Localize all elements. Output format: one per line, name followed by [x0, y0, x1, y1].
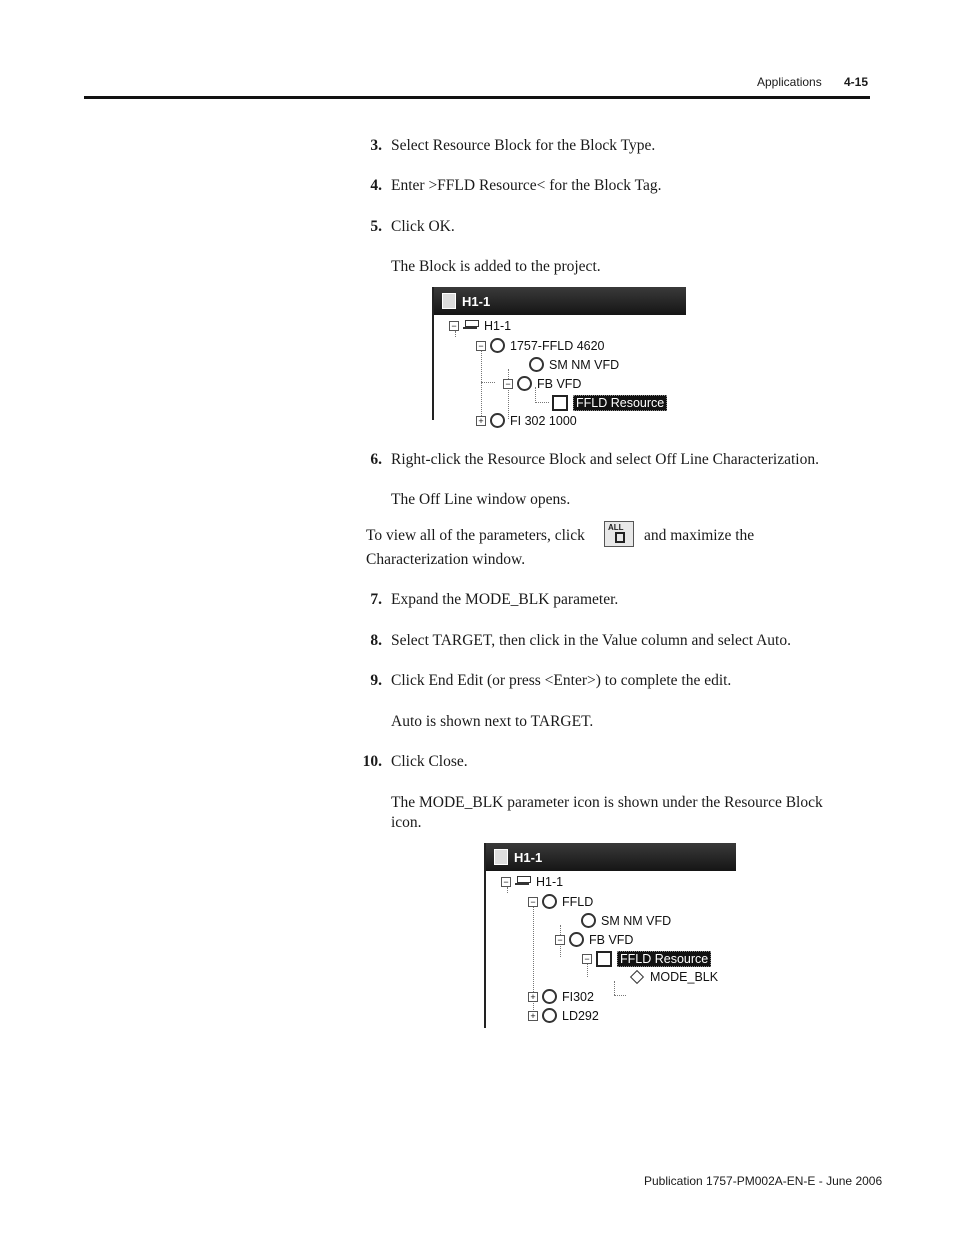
block-icon	[596, 951, 612, 967]
step-number: 9.	[370, 672, 382, 689]
step-text: Select TARGET, then click in the Value column and select Auto.	[391, 632, 791, 649]
expand-icon[interactable]: +	[528, 1011, 538, 1021]
running-header-section: Applications	[757, 75, 822, 89]
page-number: 4-15	[844, 75, 869, 89]
show-all-parameters-button[interactable]	[604, 521, 634, 547]
linking-device-icon	[542, 894, 557, 909]
step-text: Select Resource Block for the Block Type.	[391, 137, 656, 154]
result-note-line1: The MODE_BLK parameter icon is shown under the Resource Block	[391, 794, 823, 811]
device-icon	[517, 376, 532, 391]
device-icon	[569, 932, 584, 947]
network-icon	[463, 320, 479, 332]
device-icon	[542, 1008, 557, 1023]
header-rule	[84, 96, 870, 99]
step-text: Expand the MODE_BLK parameter.	[391, 591, 619, 608]
device-icon	[542, 989, 557, 1004]
tree-node-linking-device[interactable]: − 1757-FFLD 4620	[476, 338, 605, 353]
result-note: The Block is added to the project.	[391, 258, 601, 275]
collapse-icon[interactable]: −	[503, 379, 513, 389]
tree-title-bar	[486, 843, 736, 871]
network-icon	[515, 876, 531, 888]
tree-screenshot-1	[432, 287, 686, 428]
step-number: 10.	[362, 753, 382, 770]
tree-node-device[interactable]: + LD292	[528, 1008, 599, 1023]
step-number: 4.	[370, 177, 382, 194]
tree-node-network[interactable]: − H1-1	[501, 875, 563, 889]
step-number: 6.	[370, 451, 382, 468]
parameter-icon	[630, 970, 644, 984]
collapse-icon[interactable]: −	[476, 341, 486, 351]
tree-title: H1-1	[514, 849, 543, 865]
tree-node-device[interactable]: − FB VFD	[503, 376, 581, 391]
tree-title-bar	[434, 287, 686, 315]
collapse-icon[interactable]: −	[449, 321, 459, 331]
step-text: Click End Edit (or press <Enter>) to complete the edit.	[391, 672, 732, 689]
collapse-icon[interactable]: −	[582, 954, 592, 964]
step-number: 7.	[370, 591, 382, 608]
device-icon	[581, 913, 596, 928]
publication-footer: Publication 1757-PM002A-EN-E - June 2006	[644, 1174, 883, 1188]
step-text: Enter >FFLD Resource< for the Block Tag.	[391, 177, 662, 194]
tree-node-device[interactable]: SM NM VFD	[529, 357, 619, 372]
result-note: Auto is shown next to TARGET.	[391, 713, 594, 730]
document-icon	[442, 293, 456, 309]
document-icon	[494, 849, 508, 865]
linking-device-icon	[490, 338, 505, 353]
tip-text-after: and maximize the	[644, 527, 755, 544]
tree-title: H1-1	[462, 293, 491, 309]
step-number: 5.	[370, 218, 382, 235]
tree-node-resource-block[interactable]: − FFLD Resource	[582, 951, 711, 967]
expand-icon[interactable]: +	[528, 992, 538, 1002]
tree-node-device[interactable]: − FB VFD	[555, 932, 633, 947]
tip-text-line2: Characterization window.	[366, 551, 526, 568]
tree-screenshot-2	[484, 843, 736, 1028]
step-number: 3.	[370, 137, 382, 154]
block-icon	[615, 532, 625, 543]
all-label: ALL	[608, 523, 624, 532]
tree-node-linking-device[interactable]: − FFLD	[528, 894, 593, 909]
device-icon	[529, 357, 544, 372]
device-icon	[490, 413, 505, 428]
tree-node-network[interactable]: − H1-1	[449, 319, 511, 333]
tree-node-device[interactable]: + FI302	[528, 989, 594, 1004]
block-icon	[552, 395, 568, 411]
collapse-icon[interactable]: −	[555, 935, 565, 945]
collapse-icon[interactable]: −	[501, 877, 511, 887]
result-note: The Off Line window opens.	[391, 491, 571, 508]
tree-node-parameter[interactable]: MODE_BLK	[629, 970, 718, 984]
result-note-line2: icon.	[391, 814, 422, 831]
expand-icon[interactable]: +	[476, 416, 486, 426]
tip-text-before: To view all of the parameters, click	[366, 527, 585, 544]
collapse-icon[interactable]: −	[528, 897, 538, 907]
tree-node-resource-block[interactable]: FFLD Resource	[552, 395, 667, 411]
tree-node-device[interactable]: SM NM VFD	[581, 913, 671, 928]
step-number: 8.	[370, 632, 382, 649]
step-text: Click Close.	[391, 753, 468, 770]
tree-node-device[interactable]: + FI 302 1000	[476, 413, 577, 428]
step-text: Click OK.	[391, 218, 455, 235]
step-text: Right-click the Resource Block and select Off Line Characterization.	[391, 451, 819, 468]
